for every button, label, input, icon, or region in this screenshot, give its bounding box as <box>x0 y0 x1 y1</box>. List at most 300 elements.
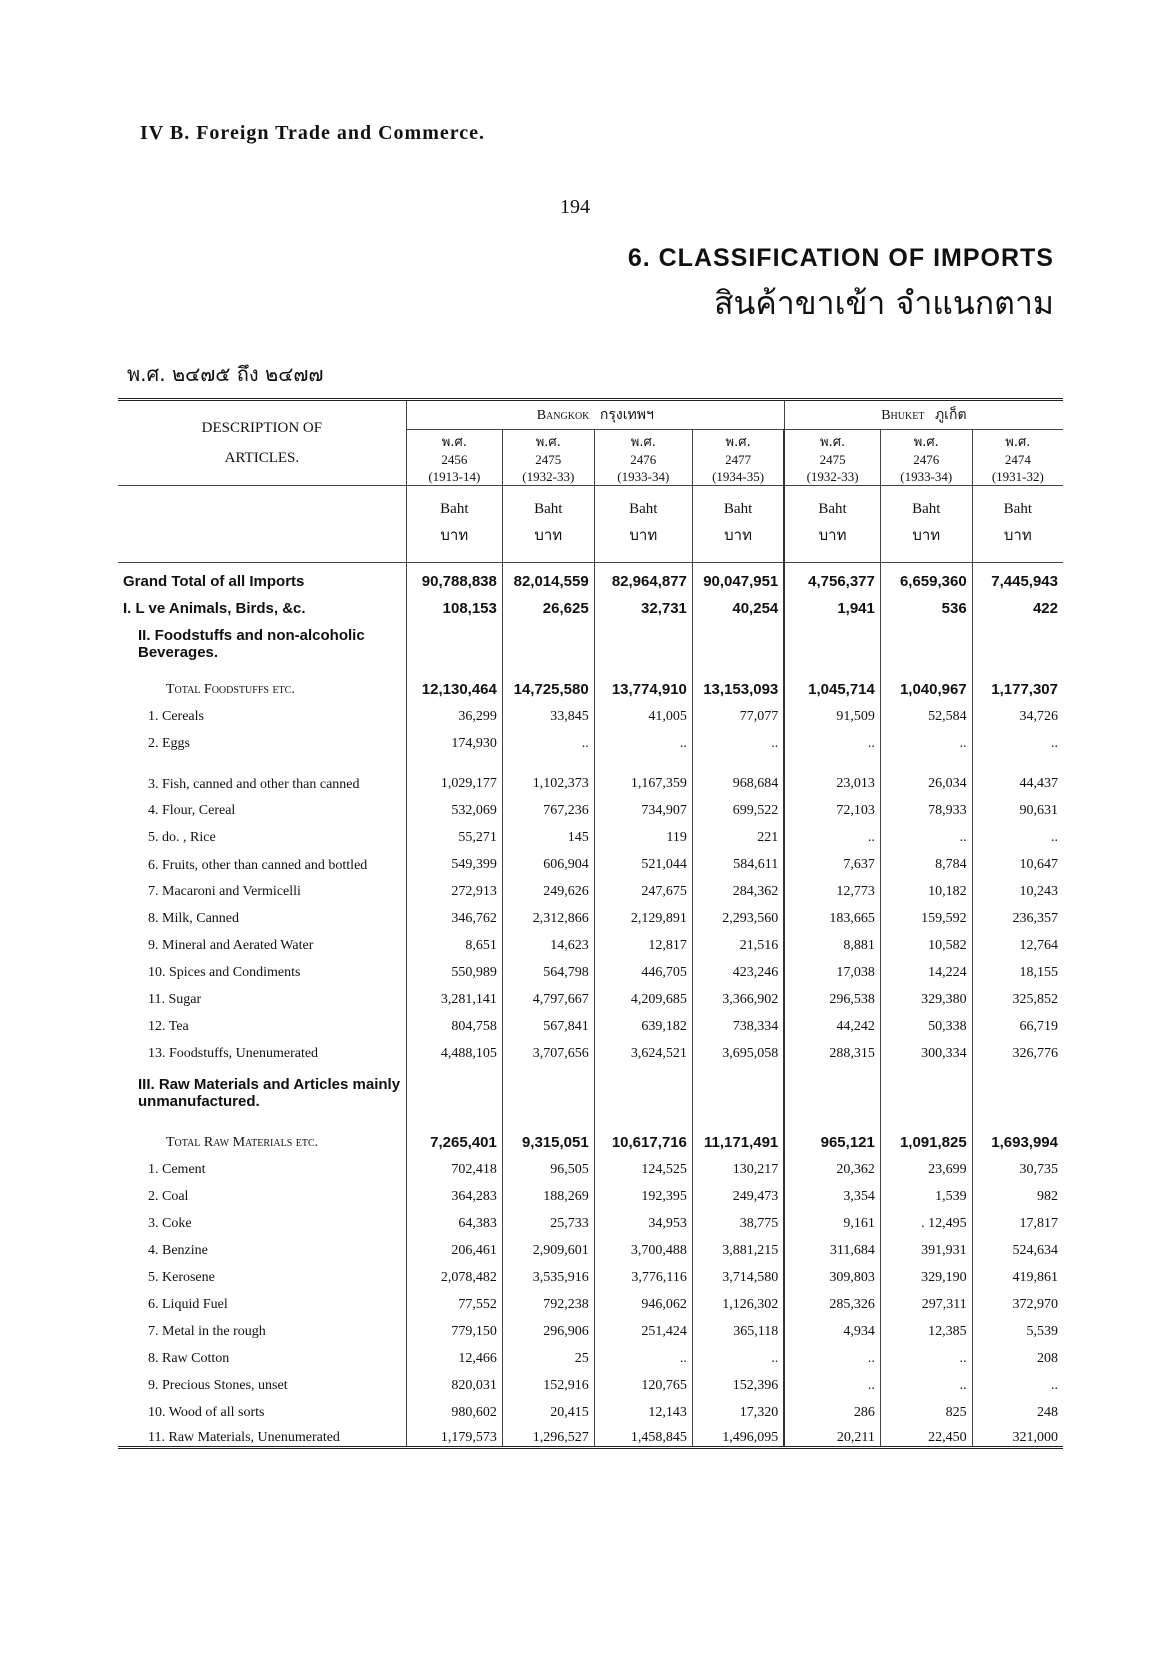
value-cell: 4,488,105 <box>406 1035 502 1062</box>
unit-header-unit-th: บาท <box>629 526 658 544</box>
row-label: 7. Metal in the rough <box>148 1323 266 1339</box>
value-cell: 38,775 <box>692 1205 784 1232</box>
value-cell: 702,418 <box>406 1151 502 1178</box>
value-cell: 446,705 <box>594 954 692 981</box>
year-header-era: พ.ศ. <box>630 435 656 450</box>
value-cell: 20,415 <box>502 1394 594 1421</box>
value-cell: 52,584 <box>880 698 972 725</box>
row-label: 3. Coke <box>148 1215 192 1231</box>
value-cell: 284,362 <box>692 873 784 900</box>
value-cell: .. <box>784 725 880 752</box>
row-label: 10. Spices and Condiments <box>148 964 301 980</box>
value-cell: 188,269 <box>502 1178 594 1205</box>
value-cell: 738,334 <box>692 1008 784 1035</box>
value-cell: 792,238 <box>502 1286 594 1313</box>
value-cell: 550,989 <box>406 954 502 981</box>
value-cell: 820,031 <box>406 1367 502 1394</box>
value-cell: 606,904 <box>502 846 594 873</box>
table-row <box>118 725 1063 752</box>
table-row <box>118 1421 1063 1448</box>
value-cell: 329,380 <box>880 981 972 1008</box>
value-cell: 10,182 <box>880 873 972 900</box>
value-cell: 296,538 <box>784 981 880 1008</box>
unit-header-unit-th: บาท <box>818 526 847 544</box>
row-label: 1. Cement <box>148 1161 206 1177</box>
row-label: 6. Liquid Fuel <box>148 1296 228 1312</box>
row-label: 9. Mineral and Aerated Water <box>148 937 314 953</box>
value-cell: 251,424 <box>594 1313 692 1340</box>
value-cell: 21,516 <box>692 927 784 954</box>
value-cell: 272,913 <box>406 873 502 900</box>
unit-header <box>406 486 502 563</box>
value-cell: 120,765 <box>594 1367 692 1394</box>
value-cell: 521,044 <box>594 846 692 873</box>
value-cell: 10,617,716 <box>594 1124 692 1151</box>
row-label: 8. Milk, Canned <box>148 910 239 926</box>
value-cell: 206,461 <box>406 1232 502 1259</box>
unit-header <box>692 486 784 563</box>
value-cell: 5,539 <box>972 1313 1063 1340</box>
table-row <box>118 900 1063 927</box>
value-cell <box>502 617 594 671</box>
table-row <box>118 1259 1063 1286</box>
year-header-era: พ.ศ. <box>441 435 467 450</box>
row-label: 1. Cereals <box>148 708 204 724</box>
value-cell: 17,320 <box>692 1394 784 1421</box>
page-number: 194 <box>560 196 590 218</box>
unit-header-unit-th: บาท <box>912 526 941 544</box>
row-label: 2. Coal <box>148 1188 189 1204</box>
year-header <box>880 430 972 486</box>
value-cell: 3,881,215 <box>692 1232 784 1259</box>
group-header-bangkok <box>406 400 784 430</box>
value-cell: 364,283 <box>406 1178 502 1205</box>
year-header-era: พ.ศ. <box>535 435 561 450</box>
table-row <box>118 819 1063 846</box>
unit-header <box>972 486 1063 563</box>
value-cell: .. <box>972 725 1063 752</box>
table-row <box>118 927 1063 954</box>
row-label: 8. Raw Cotton <box>148 1350 230 1366</box>
value-cell: 1,091,825 <box>880 1124 972 1151</box>
table-row <box>118 752 1063 792</box>
row-label: 11. Raw Materials, Unenumerated <box>148 1430 340 1445</box>
table-row <box>118 1151 1063 1178</box>
value-cell: 32,731 <box>594 590 692 617</box>
value-cell: 286 <box>784 1394 880 1421</box>
value-cell: 66,719 <box>972 1008 1063 1035</box>
value-cell: 1,029,177 <box>406 752 502 792</box>
value-cell: 12,385 <box>880 1313 972 1340</box>
value-cell: 14,725,580 <box>502 671 594 698</box>
year-header-be: 2476 <box>630 452 657 467</box>
value-cell: 779,150 <box>406 1313 502 1340</box>
table-row <box>118 1178 1063 1205</box>
value-cell: 968,684 <box>692 752 784 792</box>
value-cell: .. <box>880 819 972 846</box>
group-name: Bangkok <box>536 408 590 423</box>
year-header <box>972 430 1063 486</box>
value-cell: 980,602 <box>406 1394 502 1421</box>
value-cell: 329,190 <box>880 1259 972 1286</box>
value-cell: 2,312,866 <box>502 900 594 927</box>
value-cell: 23,699 <box>880 1151 972 1178</box>
value-cell: 3,776,116 <box>594 1259 692 1286</box>
value-cell: 311,684 <box>784 1232 880 1259</box>
value-cell: 372,970 <box>972 1286 1063 1313</box>
year-header-ce: (1934-35) <box>712 469 765 484</box>
value-cell: 108,153 <box>406 590 502 617</box>
value-cell: 20,211 <box>784 1421 880 1448</box>
value-cell: 64,383 <box>406 1205 502 1232</box>
value-cell: 174,930 <box>406 725 502 752</box>
imports-table <box>118 398 1063 1449</box>
value-cell: 532,069 <box>406 792 502 819</box>
value-cell: 10,582 <box>880 927 972 954</box>
value-cell: 130,217 <box>692 1151 784 1178</box>
row-label: I. L ve Animals, Birds, &c. <box>123 599 306 617</box>
value-cell: 248 <box>972 1394 1063 1421</box>
value-cell: 391,931 <box>880 1232 972 1259</box>
row-label: 2. Eggs <box>148 735 190 751</box>
value-cell: 247,675 <box>594 873 692 900</box>
value-cell <box>972 617 1063 671</box>
value-cell: 90,047,951 <box>692 563 784 590</box>
year-header-be: 2474 <box>1004 452 1031 467</box>
value-cell: 3,624,521 <box>594 1035 692 1062</box>
year-header <box>502 430 594 486</box>
document-title-thai: สินค้าขาเข้า จำแนกตาม <box>713 284 1054 322</box>
value-cell: 1,496,095 <box>692 1421 784 1448</box>
value-cell: 3,535,916 <box>502 1259 594 1286</box>
value-cell: 1,179,573 <box>406 1421 502 1448</box>
value-cell: 1,539 <box>880 1178 972 1205</box>
value-cell: 321,000 <box>972 1421 1063 1448</box>
value-cell: 946,062 <box>594 1286 692 1313</box>
year-header <box>406 430 502 486</box>
year-header-era: พ.ศ. <box>820 435 846 450</box>
value-cell: 965,121 <box>784 1124 880 1151</box>
value-cell: 982 <box>972 1178 1063 1205</box>
table-row <box>118 1035 1063 1062</box>
value-cell: 524,634 <box>972 1232 1063 1259</box>
value-cell: 1,045,714 <box>784 671 880 698</box>
year-header-ce: (1931-32) <box>991 469 1044 484</box>
value-cell: .. <box>972 1367 1063 1394</box>
value-cell: 17,817 <box>972 1205 1063 1232</box>
value-cell: 1,941 <box>784 590 880 617</box>
value-cell: 536 <box>880 590 972 617</box>
value-cell: 44,242 <box>784 1008 880 1035</box>
table-row <box>118 1367 1063 1394</box>
value-cell: .. <box>594 1340 692 1367</box>
value-cell: 192,395 <box>594 1178 692 1205</box>
value-cell: 25,733 <box>502 1205 594 1232</box>
table-row <box>118 1313 1063 1340</box>
value-cell: 639,182 <box>594 1008 692 1035</box>
unit-header-unit: Baht <box>723 501 753 517</box>
value-cell: 419,861 <box>972 1259 1063 1286</box>
value-cell: 77,552 <box>406 1286 502 1313</box>
table-row <box>118 1205 1063 1232</box>
table-row <box>118 563 1063 590</box>
value-cell: 7,265,401 <box>406 1124 502 1151</box>
row-label: 4. Flour, Cereal <box>148 802 236 818</box>
value-cell: 10,243 <box>972 873 1063 900</box>
value-cell: 288,315 <box>784 1035 880 1062</box>
value-cell: 152,396 <box>692 1367 784 1394</box>
year-header-be: 2477 <box>725 452 752 467</box>
value-cell: 285,326 <box>784 1286 880 1313</box>
year-header-ce: (1932-33) <box>522 469 575 484</box>
unit-header-unit: Baht <box>912 501 941 517</box>
value-cell: 78,933 <box>880 792 972 819</box>
table-row <box>118 792 1063 819</box>
row-label: Total Foodstuffs etc. <box>166 681 295 697</box>
table-row <box>118 1394 1063 1421</box>
value-cell: 365,118 <box>692 1313 784 1340</box>
value-cell: 23,013 <box>784 752 880 792</box>
value-cell <box>972 1062 1063 1124</box>
value-cell: .. <box>880 1367 972 1394</box>
description-header-line2: ARTICLES. <box>224 450 300 466</box>
row-label: II. Foodstuffs and non-alcoholic Beverages. <box>138 626 365 661</box>
value-cell <box>594 1062 692 1124</box>
value-cell: 119 <box>594 819 692 846</box>
unit-header <box>880 486 972 563</box>
unit-header-unit-th: บาท <box>724 526 752 544</box>
value-cell: 34,953 <box>594 1205 692 1232</box>
value-cell: 11,171,491 <box>692 1124 784 1151</box>
row-label: Total Raw Materials etc. <box>166 1134 319 1150</box>
value-cell: 804,758 <box>406 1008 502 1035</box>
value-cell: 12,773 <box>784 873 880 900</box>
value-cell: 36,299 <box>406 698 502 725</box>
unit-header-unit: Baht <box>440 501 469 517</box>
value-cell <box>594 617 692 671</box>
value-cell: 145 <box>502 819 594 846</box>
year-header-era: พ.ศ. <box>1005 435 1031 450</box>
value-cell: 4,209,685 <box>594 981 692 1008</box>
table-row <box>118 1232 1063 1259</box>
table-row <box>118 1286 1063 1313</box>
group-name-thai: กรุงเทพฯ <box>599 407 654 423</box>
value-cell: 124,525 <box>594 1151 692 1178</box>
unit-header-unit: Baht <box>1003 501 1032 517</box>
value-cell: .. <box>784 1367 880 1394</box>
value-cell: 297,311 <box>880 1286 972 1313</box>
unit-header <box>784 486 880 563</box>
table-row <box>118 981 1063 1008</box>
value-cell: 699,522 <box>692 792 784 819</box>
value-cell: 3,707,656 <box>502 1035 594 1062</box>
table-row <box>118 1340 1063 1367</box>
value-cell: 41,005 <box>594 698 692 725</box>
value-cell: . 12,495 <box>880 1205 972 1232</box>
value-cell: 33,845 <box>502 698 594 725</box>
value-cell: 159,592 <box>880 900 972 927</box>
value-cell: 1,693,994 <box>972 1124 1063 1151</box>
value-cell: 326,776 <box>972 1035 1063 1062</box>
value-cell: 6,659,360 <box>880 563 972 590</box>
unit-header-unit: Baht <box>818 501 847 517</box>
row-label: 10. Wood of all sorts <box>148 1404 265 1420</box>
value-cell: 2,293,560 <box>692 900 784 927</box>
value-cell: 8,651 <box>406 927 502 954</box>
value-cell: 2,078,482 <box>406 1259 502 1286</box>
value-cell: .. <box>502 725 594 752</box>
unit-header-unit-th: บาท <box>534 526 563 544</box>
value-cell: 91,509 <box>784 698 880 725</box>
year-header <box>594 430 692 486</box>
description-header <box>118 400 406 486</box>
value-cell: 584,611 <box>692 846 784 873</box>
unit-header-unit: Baht <box>534 501 563 517</box>
row-label: 11. Sugar <box>148 991 202 1007</box>
value-cell: 249,473 <box>692 1178 784 1205</box>
value-cell <box>880 1062 972 1124</box>
unit-header-unit: Baht <box>629 501 658 517</box>
value-cell: 34,726 <box>972 698 1063 725</box>
group-header-bhuket <box>784 400 1063 430</box>
year-header <box>784 430 880 486</box>
value-cell: 3,281,141 <box>406 981 502 1008</box>
year-header-be: 2456 <box>441 452 468 467</box>
group-name-thai: ภูเก็ต <box>934 407 967 423</box>
value-cell: 7,637 <box>784 846 880 873</box>
value-cell: 346,762 <box>406 900 502 927</box>
value-cell <box>784 617 880 671</box>
period-label-thai: พ.ศ. ๒๔๗๕ ถึง ๒๔๗๗ <box>127 362 324 386</box>
value-cell: 7,445,943 <box>972 563 1063 590</box>
value-cell: 567,841 <box>502 1008 594 1035</box>
value-cell: 221 <box>692 819 784 846</box>
unit-header <box>502 486 594 563</box>
value-cell: 13,153,093 <box>692 671 784 698</box>
group-name: Bhuket <box>881 408 925 423</box>
table-row <box>118 1008 1063 1035</box>
row-label: 9. Precious Stones, unset <box>148 1377 288 1393</box>
value-cell: 325,852 <box>972 981 1063 1008</box>
value-cell: 9,161 <box>784 1205 880 1232</box>
value-cell: 90,631 <box>972 792 1063 819</box>
value-cell: 26,625 <box>502 590 594 617</box>
value-cell: 1,296,527 <box>502 1421 594 1448</box>
value-cell: 17,038 <box>784 954 880 981</box>
value-cell: 825 <box>880 1394 972 1421</box>
value-cell: 50,338 <box>880 1008 972 1035</box>
value-cell: .. <box>784 819 880 846</box>
year-header-era: พ.ศ. <box>725 435 751 450</box>
value-cell: 82,964,877 <box>594 563 692 590</box>
value-cell <box>784 1062 880 1124</box>
value-cell <box>692 1062 784 1124</box>
value-cell: .. <box>880 1340 972 1367</box>
value-cell: .. <box>594 725 692 752</box>
value-cell <box>692 617 784 671</box>
row-label: 7. Macaroni and Vermicelli <box>148 883 301 899</box>
value-cell: 20,362 <box>784 1151 880 1178</box>
value-cell: 3,695,058 <box>692 1035 784 1062</box>
row-label: Grand Total of all Imports <box>118 563 406 590</box>
row-label: 12. Tea <box>148 1018 189 1034</box>
row-label: 5. Kerosene <box>148 1269 215 1285</box>
year-header-be: 2475 <box>819 452 846 467</box>
year-header-ce: (1913-14) <box>428 469 481 484</box>
year-header-ce: (1933-34) <box>617 469 670 484</box>
description-header-line1: DESCRIPTION OF <box>201 420 323 436</box>
value-cell: .. <box>972 819 1063 846</box>
row-label: 3. Fish, canned and other than canned <box>148 776 360 792</box>
value-cell: 44,437 <box>972 752 1063 792</box>
table-row <box>118 873 1063 900</box>
value-cell: 1,177,307 <box>972 671 1063 698</box>
value-cell: 1,102,373 <box>502 752 594 792</box>
value-cell: 3,700,488 <box>594 1232 692 1259</box>
value-cell: 8,881 <box>784 927 880 954</box>
value-cell: 77,077 <box>692 698 784 725</box>
value-cell: 55,271 <box>406 819 502 846</box>
unit-header-unit-th: บาท <box>1003 526 1032 544</box>
value-cell: 2,129,891 <box>594 900 692 927</box>
value-cell: 183,665 <box>784 900 880 927</box>
value-cell: 12,764 <box>972 927 1063 954</box>
value-cell <box>880 617 972 671</box>
value-cell: 4,934 <box>784 1313 880 1340</box>
value-cell: 1,040,967 <box>880 671 972 698</box>
table-row <box>118 671 1063 698</box>
value-cell: 734,907 <box>594 792 692 819</box>
table-row <box>118 698 1063 725</box>
value-cell: 12,817 <box>594 927 692 954</box>
value-cell: 1,167,359 <box>594 752 692 792</box>
value-cell: 12,130,464 <box>406 671 502 698</box>
value-cell: 82,014,559 <box>502 563 594 590</box>
value-cell: 14,623 <box>502 927 594 954</box>
value-cell: 1,458,845 <box>594 1421 692 1448</box>
value-cell: 549,399 <box>406 846 502 873</box>
value-cell: 152,916 <box>502 1367 594 1394</box>
value-cell: 14,224 <box>880 954 972 981</box>
value-cell: 3,354 <box>784 1178 880 1205</box>
value-cell: 296,906 <box>502 1313 594 1340</box>
value-cell: 13,774,910 <box>594 671 692 698</box>
value-cell: 309,803 <box>784 1259 880 1286</box>
year-header-be: 2475 <box>535 452 562 467</box>
value-cell: 4,797,667 <box>502 981 594 1008</box>
value-cell: 90,788,838 <box>406 563 502 590</box>
year-header-ce: (1932-33) <box>806 469 859 484</box>
value-cell: .. <box>784 1340 880 1367</box>
value-cell: 12,143 <box>594 1394 692 1421</box>
value-cell: 249,626 <box>502 873 594 900</box>
value-cell: 3,714,580 <box>692 1259 784 1286</box>
value-cell: .. <box>692 725 784 752</box>
value-cell: 72,103 <box>784 792 880 819</box>
value-cell: 4,756,377 <box>784 563 880 590</box>
value-cell: 422 <box>972 590 1063 617</box>
table-row <box>118 1062 1063 1124</box>
unit-header-unit-th: บาท <box>440 526 469 544</box>
value-cell: 564,798 <box>502 954 594 981</box>
table-row <box>118 846 1063 873</box>
unit-header <box>594 486 692 563</box>
value-cell: .. <box>880 725 972 752</box>
value-cell: 236,357 <box>972 900 1063 927</box>
value-cell: .. <box>692 1340 784 1367</box>
table-row <box>118 617 1063 671</box>
row-label: 13. Foodstuffs, Unenumerated <box>148 1045 319 1061</box>
